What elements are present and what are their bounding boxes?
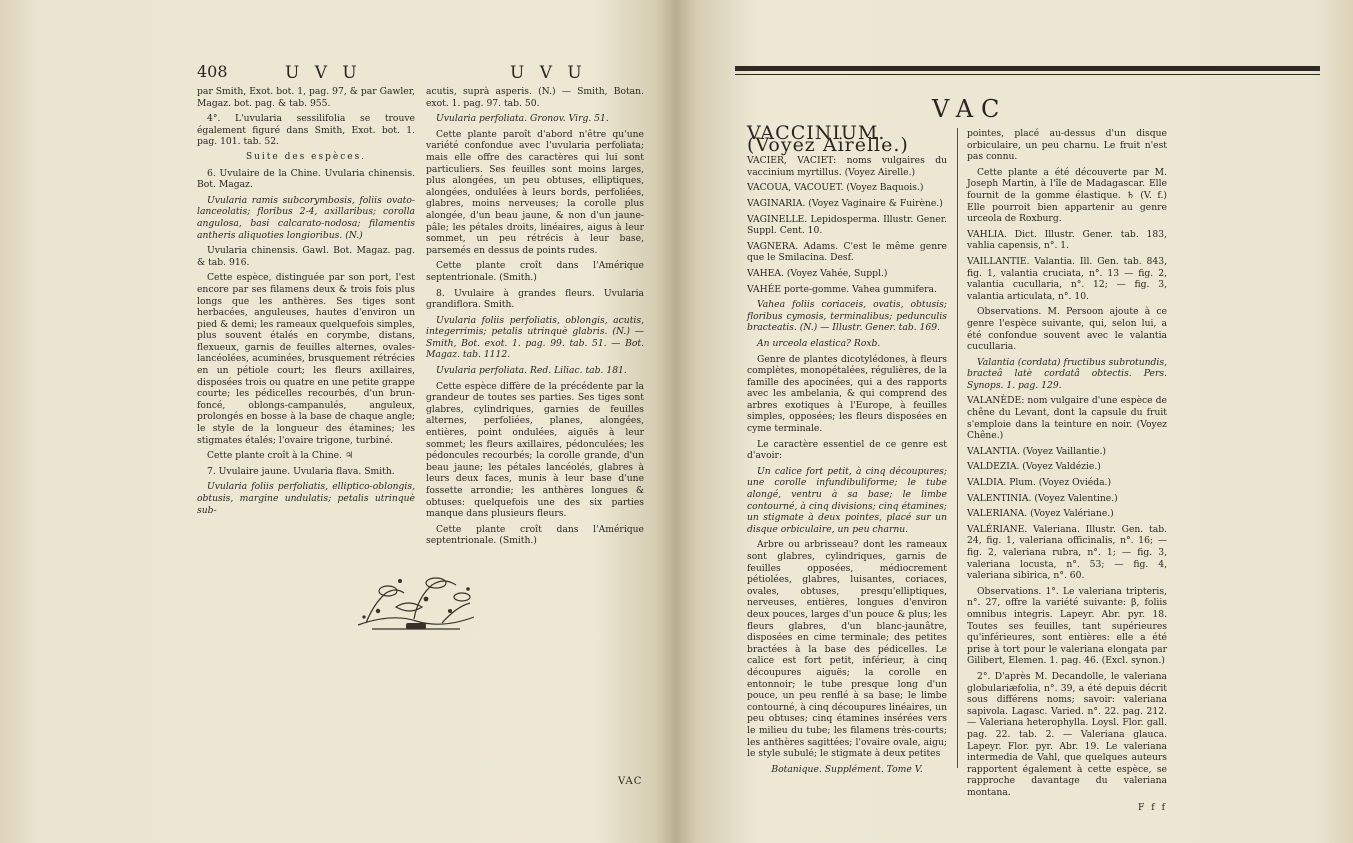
paragraph: VAILLANTIE. Valantia. Ill. Gen. tab. 843, fig. 1, valantia cruciata, n°. 13 — fig. 2, valantia cucullaria, n°. 12; — fig. 3, valantia articulata, n°. 10. <box>967 255 1167 302</box>
section-heading: Suite des espèces. <box>245 151 367 162</box>
paragraph: VALDIA. Plum. (Voyez Oviéda.) <box>967 477 1112 489</box>
paragraph: Cette plante croît dans l'Amérique septentrionale. (Smith.) <box>426 523 644 547</box>
paragraph: VALANTIA. (Voyez Vaillantie.) <box>967 445 1106 457</box>
paragraph: 4°. L'uvularia sessilifolia se trouve également figuré dans Smith, Exot. bot. 1. pag. 101. tab. 52. <box>197 113 415 148</box>
paragraph: Uvularia ramis subcorymbosis, foliis ovato-lanceolatis; floribus 2-4, axillaribus; corolla angulosa, basi calcarato-nodosa; filamentis antheris aliquoties longioribus. (N.) <box>197 194 415 241</box>
paragraph: VALANÈDE: nom vulgaire d'une espèce de chêne du Levant, dont la capsule du fruit s'emploie dans la teinture en noir. (Voyez Chêne.) <box>967 395 1167 442</box>
paragraph: Uvularia foliis perfoliatis, oblongis, acutis, integerrimis; petalis utrinquè glabris. (N.) — Smith, Bot. exot. 1. pag. 99. tab. 51. — Bot. Magaz. tab. 1112. <box>426 314 644 361</box>
signature-mark: F f f <box>1137 802 1167 814</box>
paragraph: par Smith, Exot. bot. 1, pag. 97, & par Gawler, Magaz. bot. pag. & tab. 955. <box>197 86 415 109</box>
catchword: VAC <box>618 776 643 787</box>
paragraph: VALDEZIA. (Voyez Valdézie.) <box>967 461 1101 473</box>
paragraph: pointes, placé au-dessus d'un disque orbiculaire, un peu charnu. Le fruit n'est pas connu. <box>967 128 1167 163</box>
paragraph: Observations. 1°. Le valeriana tripteris, n°. 27, offre la variété suivante: β, foliis omnibus integris. Lapeyr. Abr. pyr. 18. Toutes ses feuilles, tant supérieures qu'inférieures, sont entières: elle a été prise à tort pour le valeriana elongata par Gilibert, Elemen. 1. pag. 46. (Excl. synon.) <box>967 585 1167 667</box>
left-page <box>0 0 676 843</box>
paragraph: VAGINELLE. Lepidosperma. Illustr. Gener. Suppl. Cent. 10. <box>747 213 947 237</box>
paragraph: VACIER, VACIET: noms vulgaires du vaccinium myrtillus. (Voyez Airelle.) <box>747 155 947 178</box>
paragraph: VAGINARIA. (Voyez Vaginaire & Fuirène.) <box>747 197 943 209</box>
running-head-left: U V U <box>285 63 362 83</box>
paragraph: Genre de plantes dicotylédones, à fleurs complètes, monopétalées, régulières, de la famille des apocinées, qui a des rapports avec les ambelania, & qui comprend des arbres exotiques à l'Europe, à feuilles simples, opposées; les fleurs disposées en cyme terminale. <box>747 353 947 435</box>
right-column-1 <box>747 122 947 779</box>
entry-heading: VACCINIUM. (Voyez Airelle.) <box>747 122 909 156</box>
running-head-right: U V U <box>510 63 587 83</box>
header-rule-thin <box>735 74 1320 75</box>
paragraph: Uvularia chinensis. Gawl. Bot. Magaz. pag. & tab. 916. <box>197 245 415 268</box>
paragraph: Cette plante paroît d'abord n'être qu'une variété confondue avec l'uvularia perfoliata; mais elle offre des caractères qui lui sont particuliers. Ses feuilles sont moins larges, plus alongées, un peu obtuses, elliptiques, alongées, ondulées à leurs bords, perfoliées, glabres, moins nerveuses; la corolle plus alongée, d'un beau jaune, & non d'un jaune-pâle; les pétales droits, linéaires, aigus à leur sommet, un peu rétrécis à leur base, parsemés en dessus de points rudes. <box>426 128 644 256</box>
paragraph: 8. Uvulaire à grandes fleurs. Uvularia grandiflora. Smith. <box>426 287 644 311</box>
paragraph: Valantia (cordata) fructibus subrotundis, bracteâ latè cordatâ obtectis. Pers. Synops. 1. pag. 129. <box>967 356 1167 391</box>
paragraph: VALERIANA. (Voyez Valériane.) <box>967 508 1114 520</box>
column-divider <box>957 128 958 768</box>
paragraph: Cette plante croît à la Chine. ♃ <box>207 450 354 462</box>
page-title: VAC <box>932 95 1008 123</box>
paragraph: Cette espèce, distinguée par son port, l'est encore par ses filamens deux & trois fois plus longs que les anthères. Ses tiges sont herbacées, anguleuses, hautes d'environ un pied & demi; les rameaux quelquefois simples, plus souvent étalés en corymbe, distans, flexueux, garnis de feuilles alternes, ovales-lancéolées, acuminées, brusquement rétrécies en un pétiole court; les fleurs axillaires, disposées trois ou quatre en une petite grappe courte; les pédicelles recourbés, d'un brun-foncé, oblongs-campanulés, anguleux, prolongés en bosse à la base de chaque angle; le style de la longueur des étamines; les stigmates étalés; l'ovaire trigone, turbiné. <box>197 272 415 446</box>
paragraph: Cette plante a été découverte par M. Joseph Martin, à l'île de Madagascar. Elle fournit de la gomme élastique. ♄ (V. f.) Elle pourroit bien appartenir au genre urceola de Roxburg. <box>967 166 1167 225</box>
header-rule-thick <box>735 66 1320 71</box>
paragraph: Cette plante croît dans l'Amérique septentrionale. (Smith.) <box>426 260 644 283</box>
paragraph: VAHÉE porte-gomme. Vahea gummifera. <box>747 283 937 295</box>
paragraph: Uvularia perfoliata. Gronov. Virg. 51. <box>436 113 609 125</box>
paragraph: Uvularia perfoliata. Red. Liliac. tab. 181. <box>436 365 627 377</box>
page-number: 408 <box>197 62 228 81</box>
paragraph: VAHEA. (Voyez Vahée, Suppl.) <box>747 267 888 279</box>
left-column-2 <box>426 86 644 551</box>
paragraph: 2°. D'après M. Decandolle, le valeriana globulariæfolia, n°. 39, a été depuis décrit sous différens noms; savoir: valeriana sapivola. Lagasc. Varied. n°. 22. pag. 212. — Valeriana heterophylla. Loysl. Flor. gall. pag. 22. tab. 2. — Valeriana glauca. Lapeyr. Flor. pyr. Abr. 19. Le valeriana intermedia de Vahl, que quelques auteurs rapportent également à cette espèce, se rapproche davantage du valeriana montana. <box>967 670 1167 798</box>
paragraph: VALENTINIA. (Voyez Valentine.) <box>967 492 1118 504</box>
left-column-1 <box>197 86 415 520</box>
paragraph: Arbre ou arbrisseau? dont les rameaux sont glabres, cylindriques, garnis de feuilles opposées, médiocrement pétiolées, glabres, luisantes, coriaces, ovales, obtuses, presqu'elliptiques, nerveuses, entières, longues d'environ deux pouces, larges d'un pouce & plus; les fleurs glabres, d'un blanc-jaunâtre, disposées en cime terminale; des petites bractées à la base des pédicelles. Le calice est fort petit, inférieur, à cinq découpures aiguës; la corolle en entonnoir; le tube presque long d'un pouce, un peu renflé à sa base; le limbe contourné, à cinq découpures linéaires, un peu obtuses; cinq étamines insérées vers le milieu du tube; les filamens très-courts; les anthères sagittées; l'ovaire ovale, aigu; le style subulé; le stigmate à deux petites <box>747 539 947 760</box>
paragraph: Uvularia foliis perfoliatis, elliptico-oblongis, obtusis, margine undulatis; petalis utrinquè sub- <box>197 481 415 516</box>
paragraph: Cette espèce diffère de la précédente par la grandeur de toutes ses parties. Ses tiges sont glabres, cylindriques, garnies de feuilles alternes, perfoliées, planes, alongées, entières, point ondulées, aiguës à leur sommet; les fleurs axillaires, pédonculées; les pédoncules recourbés; la corolle grande, d'un beau jaune; les pétales lancéolés, glabres à leurs deux faces, munis à leur base d'une fossette arrondie; les anthères longues & obtuses: quelquefois une des six parties manque dans plusieurs fleurs. <box>426 380 644 520</box>
paragraph: Le caractère essentiel de ce genre est d'avoir: <box>747 438 947 462</box>
paragraph: VAGNERA. Adams. C'est le même genre que le Smilacina. Desf. <box>747 240 947 264</box>
paragraph: Vahea foliis coriaceis, ovatis, obtusis; floribus cymosis, terminalibus; pedunculis bracteatis. (N.) — Illustr. Gener. tab. 169. <box>747 299 947 334</box>
paragraph: VACOUA, VACOUET. (Voyez Baquois.) <box>747 182 924 194</box>
paragraph: An urceola elastica? Roxb. <box>757 337 881 349</box>
paragraph: 7. Uvulaire jaune. Uvularia flava. Smith. <box>207 465 395 477</box>
right-column-2 <box>967 128 1167 818</box>
botanical-vignette-ornament <box>352 563 480 638</box>
paragraph: 6. Uvulaire de la Chine. Uvularia chinensis. Bot. Magaz. <box>197 167 415 191</box>
paragraph: Observations. M. Persoon ajoute à ce genre l'espèce suivante, qui, selon lui, a été confondue souvent avec le valantia cucullaria. <box>967 306 1167 353</box>
paragraph: VAHLIA. Dict. Illustr. Gener. tab. 183, vahlia capensis, n°. 1. <box>967 228 1167 252</box>
paragraph: VALÉRIANE. Valeriana. Illustr. Gen. tab. 24, fig. 1, valeriana officinalis, n°. 16; — fig. 2, valeriana rubra, n°. 1; — fig. 3, valeriana locusta, n°. 53; — fig. 4, valeriana sibirica, n°. 60. <box>967 523 1167 582</box>
volume-footer: Botanique. Supplément. Tome V. <box>771 763 923 775</box>
paragraph: acutis, suprà asperis. (N.) — Smith, Botan. exot. 1. pag. 97. tab. 50. <box>426 86 644 109</box>
paragraph: Un calice fort petit, à cinq découpures; une corolle infundibuliforme; le tube alongé, ventru à sa base; le limbe contourné, à cinq divisions; cinq étamines; un stigmate à deux pointes, placé sur un disque orbiculaire, un peu charnu. <box>747 465 947 535</box>
